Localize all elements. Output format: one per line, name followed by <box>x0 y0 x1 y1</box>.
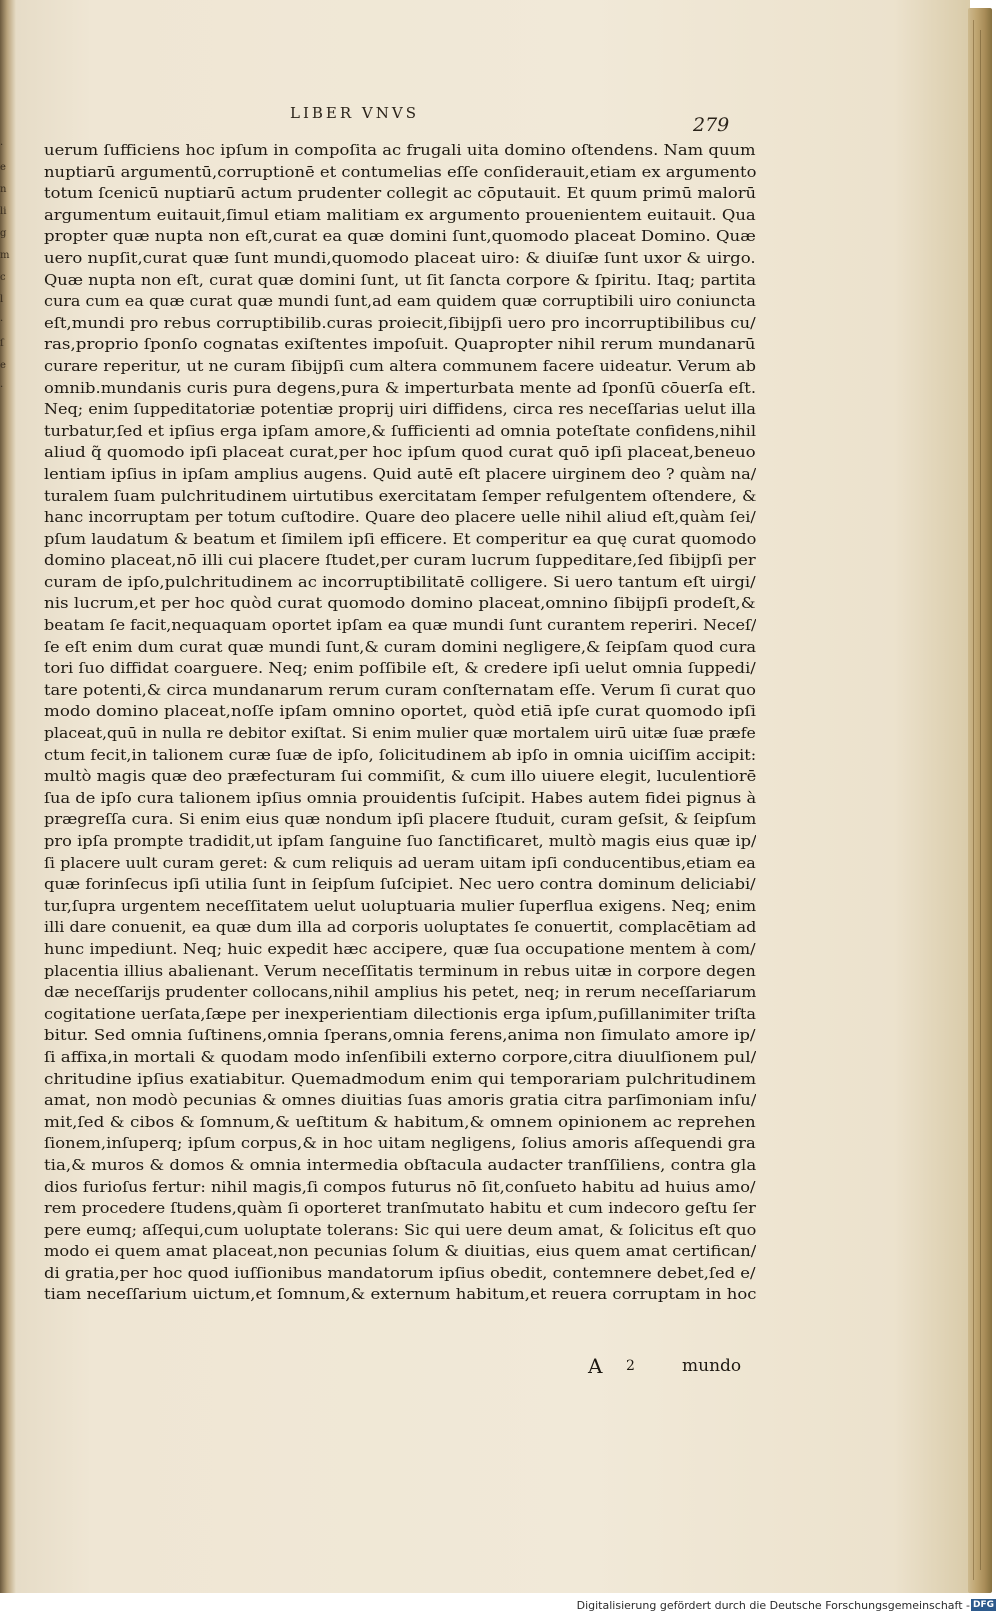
text-line: cogitatione uerſata,ſæpe per inexperientiam dilectionis erga ipſum,puſillanimiter triſta <box>44 1004 756 1023</box>
dfg-logo: DFG <box>972 1600 994 1610</box>
funding-credit: Digitalisierung gefördert durch die Deutsche Forschungsgemeinschaft - <box>576 1599 970 1612</box>
text-line: modo ei quem amat placeat,non pecunias ſolum & diuitias, eius quem amat certifican/ <box>44 1242 756 1261</box>
text-line: modo domino placeat,noſſe ipſam omnino oportet, quòd etiā ipſe curat quomodo ipſi <box>44 702 756 721</box>
text-line: bitur. Sed omnia ſuſtinens,omnia ſperans,omnia ferens,anima non ſimulato amore ip/ <box>44 1026 756 1045</box>
text-line: nuptiarū argumentū,corruptionē et contumelias eſſe conſiderauit,etiam ex argumento <box>44 162 756 181</box>
margin-fragment: ſ <box>0 338 4 349</box>
text-line: cura cum ea quæ curat quæ mundi ſunt,ad eam quidem quæ corruptibili uiro coniuncta <box>44 292 756 311</box>
text-line: nis lucrum,et per hoc quòd curat quomodo domino placeat,omnino ſibijpſi prodeſt,& <box>44 594 756 613</box>
fore-edge-line <box>973 20 974 1580</box>
text-line: amat, non modò pecunias & omnes diuitias ſuas amoris gratia citra parſimoniam inſu/ <box>44 1091 756 1110</box>
text-line: argumentum euitauit,ſimul etiam malitiam ex argumento prouenientem euitauit. Qua <box>44 205 756 224</box>
margin-fragment: e <box>0 162 6 173</box>
text-line: tur,ſupra urgentem neceſſitatem uelut uoluptuaria mulier ſuperflua exigens. Neq; enim <box>44 896 757 915</box>
text-line: pro ipſa prompte tradidit,ut ipſam ſanguine ſuo ſanctificaret, multò magis eius quæ ip/ <box>44 832 756 850</box>
margin-fragment: · <box>0 316 4 327</box>
text-line: quæ forinſecus ipſi utilia ſunt in ſeipſum ſuſcipiet. Nec uero contra dominum deliciabi/ <box>44 875 756 894</box>
text-line: hanc incorruptam per totum cuſtodire. Quare deo placere uelle nihil aliud eſt,quàm ſei/ <box>44 508 756 527</box>
catchline <box>588 1354 758 1378</box>
margin-fragment: · <box>0 382 4 393</box>
text-line: turalem ſuam pulchritudinem uirtutibus exercitatam ſemper refulgentem oſtendere, & <box>44 486 756 505</box>
margin-fragment: l <box>0 294 4 305</box>
text-line: aliud q̃ quomodo ipſi placeat curat,per hoc ipſum quod curat quō ipſi placeat,beneuo <box>44 443 756 462</box>
body-text <box>44 140 756 1306</box>
text-line: dios furioſus fertur: nihil magis,ſi compos futurus nō ſit,conſueto habitu ad huius amo/ <box>44 1177 756 1196</box>
margin-fragment: n <box>0 184 7 195</box>
text-line: uerum ſufficiens hoc ipſum in compoſita ac frugali uita domino oſtendens. Nam quum <box>44 141 756 159</box>
margin-fragment: li <box>0 206 7 217</box>
text-line: omnib.mundanis curis pura degens,pura & imperturbata mente ad ſponſū cōuerſa eſt. <box>44 378 756 397</box>
footer-bar <box>0 1593 1000 1619</box>
text-line: tiam neceſſarium uictum,et ſomnum,& externum habitum,et reuera corruptam in hoc <box>44 1285 756 1304</box>
text-line: mit,ſed & cibos & ſomnum,& ueſtitum & habitum,& omnem opinionem ac reprehen <box>44 1112 756 1131</box>
page-number: 279 <box>693 114 730 136</box>
text-line: curam de ipſo,pulchritudinem ac incorruptibilitatē colligere. Si uero tantum eſt uirgi/ <box>44 572 756 591</box>
running-head: LIBER VNVS <box>290 104 419 122</box>
text-line: lentiam ipſius in ipſam amplius augens. Quid autē eſt placere uirginem deo ? quàm na/ <box>44 464 756 483</box>
margin-fragment: g <box>0 228 7 239</box>
margin-fragment: c <box>0 272 6 283</box>
text-line: tare potenti,& circa mundanarum rerum curam conſternatam eſſe. Verum ſi curat quo <box>44 680 756 699</box>
text-line: eſt,mundi pro rebus corruptibilib.curas proiecit,ſibijpſi uero pro incorruptibilibus cu/ <box>44 313 756 332</box>
text-line: turbatur,ſed et ipſius erga ipſam amore,& ſufficienti ad omnia poteſtate confidens,nihil <box>44 421 756 440</box>
signature-number: 2 <box>626 1358 635 1374</box>
text-line: ſe eſt enim dum curat quæ mundi ſunt,& curam domini negligere,& ſeipſam quod cura <box>44 637 756 656</box>
text-line: pſum laudatum & beatum et ſimilem ipſi efficere. Et comperitur ea quę curat quomodo <box>44 529 756 548</box>
text-line: ſionem,inſuperq; ipſum corpus,& in hoc uitam negligens, ſolius amoris aſſequendi gra <box>44 1134 756 1153</box>
text-line: pere eumq; aſſequi,cum uoluptate tolerans: Sic qui uere deum amat, & ſolicitus eſt quo <box>44 1220 756 1239</box>
text-line: totum ſcenicū nuptiarū actum prudenter collegit ac cōputauit. Et quum primū malorū <box>44 184 756 203</box>
catchword: mundo <box>682 1356 742 1376</box>
text-line: hunc impediunt. Neq; huic expedit hæc accipere, quæ ſua occupatione mentem à com/ <box>44 939 756 958</box>
text-line: ctum fecit,in talionem curæ ſuæ de ipſo, ſolicitudinem ab ipſo in omnia uiciſſim accipit: <box>44 745 757 764</box>
text-line: domino placeat,nō illi cui placere ſtudet,per curam lucrum ſuppeditare,ſed ſibijpſi per <box>44 551 756 570</box>
text-line: ſi placere uult curam geret: & cum reliquis ad ueram uitam ipſi conducentibus,etiam ea <box>44 853 756 872</box>
text-line: multò magis quæ deo præfecturam ſui commiſit, & cum illo uiuere elegit, luculentiorē <box>44 767 756 786</box>
text-line: propter quæ nupta non eſt,curat ea quæ domini ſunt,quomodo placeat Domino. Quæ <box>44 227 756 246</box>
text-line: uero nupſit,curat quæ ſunt mundi,quomodo placeat uiro: & diuiſæ ſunt uxor & uirgo. <box>44 248 756 267</box>
text-line: ſua de ipſo cura talionem ipſius omnia prouidentis ſuſcipit. Habes autem fidei pignus à <box>44 788 756 807</box>
text-line: rem procedere ſtudens,quàm ſi oporteret tranſmutato habitu et cum indecoro geſtu ſer <box>44 1199 756 1218</box>
text-line: curare reperitur, ut ne curam ſibijpſi cum altera communem facere uideatur. Verum ab <box>44 356 756 375</box>
text-line: placentia illius abalienant. Verum neceſſitatis terminum in rebus uitæ in corpore degen <box>44 961 756 980</box>
text-line: placeat,quū in nulla re debitor exiſtat. Si enim mulier quæ mortalem uirū uitæ ſuæ præfe <box>44 724 756 743</box>
signature-letter: A <box>588 1354 603 1378</box>
text-line: beatam ſe facit,nequaquam oportet ipſam ea quæ mundi ſunt curantem reperiri. Neceſ/ <box>44 616 756 635</box>
text-line: Neq; enim ſuppeditatoriæ potentiæ proprij uiri diffidens, circa res neceſſarias uelut illa <box>44 400 756 419</box>
margin-fragment: · <box>0 140 4 151</box>
text-line: dæ neceſſarijs prudenter collocans,nihil amplius his petet, neq; in rerum neceſſariarum <box>44 983 756 1002</box>
text-line: tia,& muros & domos & omnia intermedia obſtacula audacter tranſſiliens, contra gla <box>44 1155 756 1174</box>
fore-edge-line <box>980 30 981 1570</box>
text-line: prægreſſa cura. Si enim eius quæ nondum ipſi placere ſtuduit, curam geſsit, & ſeipſum <box>44 810 756 829</box>
text-line: di gratia,per hoc quod iuſſionibus mandatorum ipſius obedit, contemnere debet,ſed e/ <box>44 1263 756 1282</box>
text-line: tori ſuo diffidat coarguere. Neq; enim poſſibile eſt, & credere ipſi uelut omnia ſuppedi/ <box>44 659 756 678</box>
text-line: ſi affixa,in mortali & quodam modo inſenſibili externo corpore,citra diuulſionem pul/ <box>44 1047 756 1066</box>
facing-page-margin-fragments <box>0 140 16 1240</box>
text-line: ras,proprio ſponſo cognatas exiſtentes impoſuit. Quapropter nihil rerum mundanarū <box>44 335 756 354</box>
text-line: Quæ nupta non eſt, curat quæ domini ſunt, ut ſit ſancta corpore & ſpiritu. Itaq; partita <box>44 270 756 289</box>
margin-fragment: m <box>0 250 10 261</box>
text-line: illi dare conuenit, ea quæ dum illa ad corporis uoluptates ſe conuertit, complacētiam ad <box>44 918 756 937</box>
margin-fragment: e <box>0 360 6 371</box>
text-line: chritudine ipſius exatiabitur. Quemadmodum enim qui temporariam pulchritudinem <box>44 1069 756 1088</box>
